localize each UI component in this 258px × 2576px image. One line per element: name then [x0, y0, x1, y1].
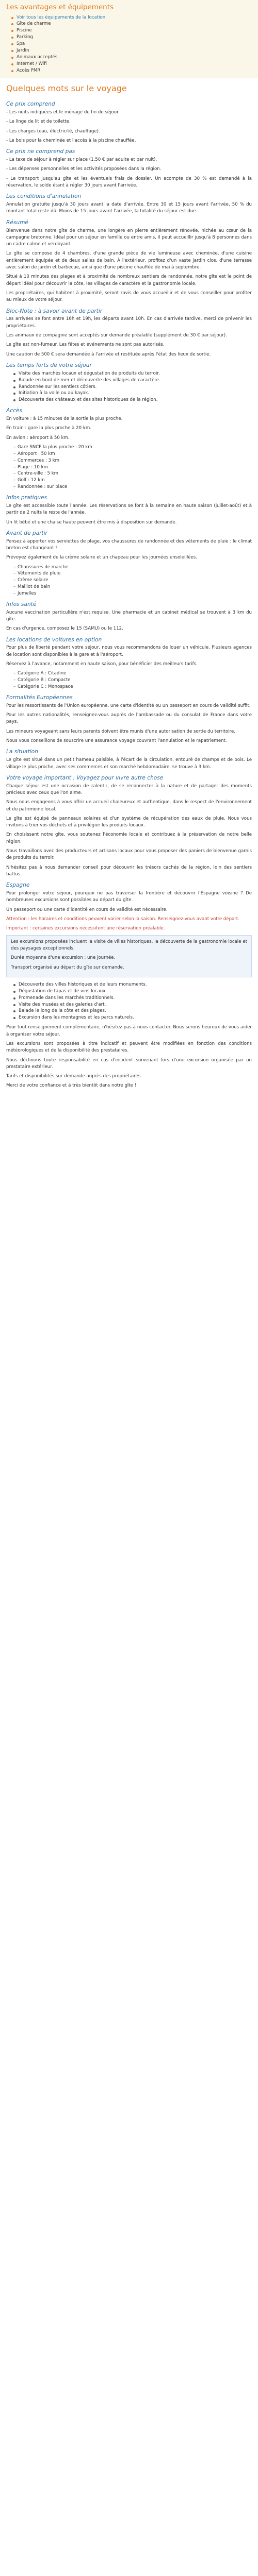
paragraph: En cas d'urgence, composez le 15 (SAMU) ou le 112.	[6, 626, 123, 632]
paragraph: Le gîte est accessible toute l'année. Les réservations se font à la semaine en haute saison (juillet-août) et à partir de 2 nuits le reste de l'année.	[6, 503, 252, 516]
excursion-info-box	[6, 935, 252, 977]
advantage-link[interactable]: Voir tous les équipements de la location	[17, 14, 106, 20]
excursion-list	[6, 981, 252, 1021]
list-item: – Randonnée : sur place	[13, 484, 252, 490]
list-item: Balade le long de la côte et des plages.	[13, 1008, 252, 1014]
warning-note: Important : certaines excursions nécessitent une réservation préalable.	[6, 926, 165, 931]
list-item: – Catégorie B : Compacte	[13, 677, 252, 684]
car-category-list	[6, 670, 252, 690]
advantages-list	[6, 14, 252, 74]
paragraph: Pensez à apporter vos serviettes de plage, vos chaussures de randonnée et des vêtements de pluie : le climat breton est changeant !	[6, 538, 252, 551]
paragraph: Chaque séjour est une occasion de ralentir, de se reconnecter à la nature et de partager des moments précieux avec ceux que l'on aime.	[6, 783, 252, 795]
advantage-item	[11, 21, 252, 27]
paragraph: Durée moyenne d'une excursion : une journée.	[11, 955, 116, 961]
paragraph: Aucune vaccination particulière n'est requise. Une pharmacie et un cabinet médical se trouvent à 3 km du gîte.	[6, 609, 252, 622]
paragraph: En train : gare la plus proche à 20 km.	[6, 426, 91, 431]
list-item: Initiation à la voile ou au kayak.	[13, 390, 252, 397]
paragraph: Les mineurs voyageant sans leurs parents doivent être munis d'une autorisation de sortie du territoire.	[6, 728, 236, 734]
paragraph: Annulation gratuite jusqu'à 30 jours avant la date d'arrivée. Entre 30 et 15 jours avant l'arrivée, 50 % du montant total reste dû. Moins de 15 jours avant l'arrivée, la totalité du séjour est due.	[6, 202, 252, 214]
paragraph: - Les charges (eau, électricité, chauffage).	[6, 128, 100, 134]
list-item: Excursion dans les montagnes et les parcs naturels.	[13, 1014, 252, 1021]
paragraph: Un lit bébé et une chaise haute peuvent être mis à disposition sur demande.	[6, 519, 177, 525]
section-heading: Ce prix ne comprend pas	[6, 148, 75, 155]
list-item: – Crème solaire	[13, 577, 252, 584]
paragraph: Un passeport ou une carte d'identité en cours de validité est nécessaire.	[6, 907, 168, 912]
list-item: – Aéroport : 50 km	[13, 451, 252, 457]
paragraph: Merci de votre confiance et à très bientôt dans notre gîte !	[6, 1083, 137, 1089]
section-heading: Ce prix comprend	[6, 101, 55, 108]
advantages-panel	[0, 0, 258, 78]
paragraph: Nous nous engageons à vous offrir un accueil chaleureux et authentique, dans le respect de l'environnement et du patrimoine local.	[6, 800, 252, 812]
paragraph: En voiture : à 15 minutes de la sortie la plus proche.	[6, 416, 123, 421]
paragraph: Les excursions sont proposées à titre indicatif et peuvent être modifiées en fonction des conditions météorologiques et de la disponibilité des prestataires.	[6, 1041, 252, 1054]
section-heading: Votre voyage important : Voyagez pour vivre autre chose	[6, 774, 164, 781]
section-heading: Accès	[6, 408, 22, 414]
paragraph: Les animaux de compagnie sont acceptés sur demande préalable (supplément de 30 € par séjour).	[6, 333, 227, 338]
advantage-item	[11, 34, 252, 41]
paragraph: Le gîte se compose de 4 chambres, d'une grande pièce de vie lumineuse avec cheminée, d'une cuisine entièrement équipée et de deux salles de bain. À l'extérieur, profitez d'un vaste jardin clos, d'une terrasse avec salon de jardin et barbecue, ainsi que d'une piscine chauffée de mai à septembre.	[6, 251, 252, 270]
paragraph: - Les dépenses personnelles et les activités proposées dans la région.	[6, 166, 162, 172]
list-item: – Maillot de bain	[13, 584, 252, 590]
paragraph: Nous déclinons toute responsabilité en cas d'incident survenant lors d'une excursion organisée par un prestataire extérieur.	[6, 1057, 252, 1070]
section-heading: Résumé	[6, 219, 28, 226]
paragraph: Le gîte est situé dans un petit hameau paisible, à l'écart de la circulation, entouré de champs et de bois. Le village le plus proche, avec ses commerces et son marché hebdomadaire, se trouve à 3 km.	[6, 757, 252, 770]
paragraph: - Le bois pour la cheminée et l'accès à la piscine chauffée.	[6, 138, 136, 144]
paragraph: N'hésitez pas à nous demander conseil pour découvrir les trésors cachés de la région, loin des sentiers battus.	[6, 865, 252, 877]
list-item: – Catégorie C : Monospace	[13, 684, 252, 690]
list-item: – Commerces : 3 km	[13, 457, 252, 464]
section-heading: Infos santé	[6, 601, 37, 608]
paragraph: Le gîte est équipé de panneaux solaires et d'un système de récupération des eaux de pluie. Nous vous invitons à trier vos déchets et à privilégier les produits locaux.	[6, 816, 252, 828]
advantage-item	[11, 67, 252, 74]
section-heading: Avant de partir	[6, 530, 47, 536]
paragraph: Nous vous conseillons de souscrire une assurance voyage couvrant l'annulation et le rapatriement.	[6, 738, 227, 744]
section-heading: Les locations de voitures en option	[6, 636, 102, 643]
paragraph: - Le transport jusqu'au gîte et les éventuels frais de dossier. Un acompte de 30 % est demandé à la réservation, le solde étant à régler 30 jours avant l'arrivée.	[6, 176, 252, 189]
faq-banner	[0, 78, 258, 96]
highlights-list	[6, 370, 252, 403]
advantage-label: Animaux acceptés	[17, 54, 58, 60]
list-item: Visite des musées et des galeries d'art.	[13, 1002, 252, 1008]
advantage-item	[11, 27, 252, 34]
list-item: – Plage : 10 km	[13, 464, 252, 471]
list-item: Découverte des villes historiques et de leurs monuments.	[13, 981, 252, 988]
paragraph: Les arrivées se font entre 16h et 19h, les départs avant 10h. En cas d'arrivée tardive, merci de prévenir les propriétaires.	[6, 316, 252, 329]
paragraph: En choisissant notre gîte, vous soutenez l'économie locale et contribuez à la préservation de notre belle région.	[6, 832, 252, 844]
advantage-item	[11, 61, 252, 67]
paragraph: Une caution de 500 € sera demandée à l'arrivée et restituée après l'état des lieux de sortie.	[6, 351, 211, 357]
paragraph: Transport organisé au départ du gîte sur demande.	[11, 964, 124, 970]
advantage-label: Internet / Wifi	[17, 61, 47, 66]
list-item: Dégustation de tapas et de vins locaux.	[13, 988, 252, 995]
paragraph: Pour plus de liberté pendant votre séjour, nous vous recommandons de louer un véhicule. Plusieurs agences de location sont disponibles à la gare et à l'aéroport.	[6, 645, 252, 657]
advantage-label: Spa	[17, 41, 25, 47]
warning-note: Attention : les horaires et conditions peuvent varier selon la saison. Renseignez-vous avant votre départ.	[6, 917, 240, 922]
paragraph: Pour prolonger votre séjour, pourquoi ne pas traverser la frontière et découvrir l'Espagne voisine ? De nombreuses excursions sont possibles au départ du gîte.	[6, 891, 252, 903]
paragraph: Pour les autres nationalités, renseignez-vous auprès de l'ambassade ou du consulat de France dans votre pays.	[6, 713, 252, 725]
list-item: – Chaussures de marche	[13, 564, 252, 571]
list-item: Promenade dans les marchés traditionnels.	[13, 995, 252, 1002]
section-heading: Les conditions d'annulation	[6, 193, 82, 200]
faq-title: Quelques mots sur le voyage	[6, 83, 127, 93]
paragraph: Pour les ressortissants de l'Union européenne, une carte d'identité ou un passeport en cours de validité suffit.	[6, 703, 251, 708]
section-heading: Bloc-Note : à savoir avant de partir	[6, 308, 103, 314]
paragraph: Prévoyez également de la crème solaire et un chapeau pour les journées ensoleillées.	[6, 555, 197, 561]
paragraph: - La taxe de séjour à régler sur place (1,50 € par adulte et par nuit).	[6, 157, 157, 163]
section-heading: Espagne	[6, 882, 30, 889]
paragraph: Les excursions proposées incluent la visite de villes historiques, la découverte de la gastronomie locale et des paysages exceptionnels.	[11, 939, 247, 951]
list-item: – Gare SNCF la plus proche : 20 km	[13, 444, 252, 451]
list-item: Visite des marchés locaux et dégustation de produits du terroir.	[13, 370, 252, 377]
section-heading: Infos pratiques	[6, 495, 47, 501]
advantage-label: Parking	[17, 35, 33, 40]
advantage-item	[11, 41, 252, 47]
advantage-label: Jardin	[17, 48, 29, 53]
list-item: – Centre-ville : 5 km	[13, 470, 252, 477]
advantage-label: Piscine	[17, 28, 32, 33]
paragraph: Le gîte est non-fumeur. Les fêtes et événements ne sont pas autorisés.	[6, 342, 165, 348]
packing-list	[6, 564, 252, 597]
advantage-item	[11, 54, 252, 61]
paragraph: Pour tout renseignement complémentaire, n'hésitez pas à nous contacter. Nous serons heureux de vous aider à organiser votre séjour.	[6, 1025, 252, 1037]
list-item: Découverte des châteaux et des sites historiques de la région.	[13, 397, 252, 403]
list-item: – Catégorie A : Citadine	[13, 670, 252, 677]
paragraph: Bienvenue dans notre gîte de charme, une longère en pierre entièrement rénovée, nichée au cœur de la campagne bretonne. Idéal pour un séjour en famille ou entre amis, il peut accueillir jusqu'à 8 personnes dans un cadre calme et verdoyant.	[6, 228, 252, 247]
page	[0, 0, 258, 1098]
advantage-label: Accès PMR	[17, 67, 41, 73]
section-heading: Les temps forts de votre séjour	[6, 362, 92, 368]
paragraph: - Les nuits indiquées et le ménage de fin de séjour.	[6, 110, 120, 115]
advantages-title: Les avantages et équipements	[6, 3, 114, 11]
list-item: Balade en bord de mer et découverte des villages de caractère.	[13, 377, 252, 384]
main-content	[0, 96, 258, 1089]
paragraph: - Le linge de lit et de toilette.	[6, 119, 71, 125]
section-heading: Formalités Européennes	[6, 694, 73, 701]
paragraph: Réservez à l'avance, notamment en haute saison, pour bénéficier des meilleurs tarifs.	[6, 662, 198, 667]
paragraph: Tarifs et disponibilités sur demande auprès des propriétaires.	[6, 1074, 142, 1079]
list-item: – Golf : 12 km	[13, 477, 252, 484]
list-item: Randonnée sur les sentiers côtiers.	[13, 384, 252, 391]
list-item: – Vêtements de pluie	[13, 570, 252, 577]
section-heading: La situation	[6, 749, 38, 755]
advantage-item	[11, 47, 252, 54]
paragraph: Les propriétaires, qui habitent à proximité, seront ravis de vous accueillir et de vous conseiller pour profiter au mieux de votre séjour.	[6, 291, 252, 303]
access-list	[6, 444, 252, 490]
list-item: – Jumelles	[13, 590, 252, 597]
paragraph: Nous travaillons avec des producteurs et artisans locaux pour vous proposer des paniers de bienvenue garnis de produits du terroir.	[6, 849, 252, 861]
advantage-item[interactable]	[11, 14, 252, 21]
paragraph: Situé à 10 minutes des plages et à proximité de nombreux sentiers de randonnée, notre gîte est le point de départ idéal pour découvrir la côte, les villages de caractère et la gastronomie locale.	[6, 274, 252, 286]
advantage-label: Gîte de charme	[17, 21, 51, 27]
paragraph: En avion : aéroport à 50 km.	[6, 435, 70, 440]
